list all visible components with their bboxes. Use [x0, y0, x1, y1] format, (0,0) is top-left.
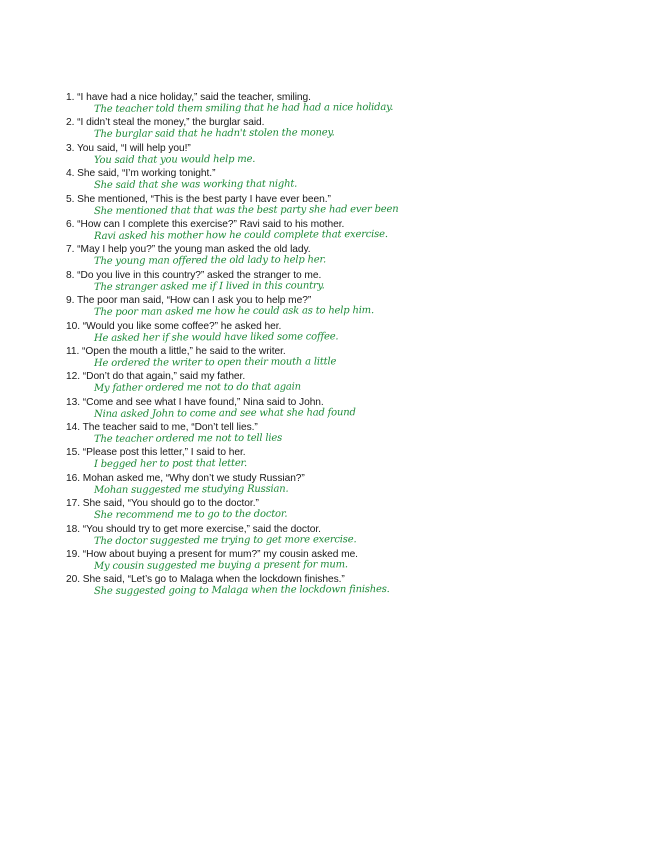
question-text: 16. Mohan asked me, “Why don’t we study Russian?”	[66, 472, 305, 484]
exercise-item	[66, 295, 626, 320]
exercise-item	[66, 219, 626, 244]
handwritten-answer: Mohan suggested me studying Russian.	[93, 483, 289, 496]
exercise-item	[66, 168, 626, 193]
handwritten-answer: The burglar said that he hadn't stolen the money.	[93, 127, 335, 141]
handwritten-answer: She mentioned that that was the best party she had ever been	[93, 203, 399, 217]
handwritten-answer: The stranger asked me if I lived in this country.	[93, 280, 325, 293]
exercise-item	[66, 524, 626, 549]
question-text: 20. She said, “Let’s go to Malaga when the lockdown finishes.”	[66, 574, 345, 586]
exercise-item	[66, 447, 626, 472]
question-text: 18. “You should try to get more exercise,” said the doctor.	[66, 523, 321, 535]
handwritten-answer: He ordered the writer to open their mouth a little	[93, 356, 337, 369]
exercise-item	[66, 117, 626, 142]
exercise-item	[66, 422, 626, 447]
question-text: 5. She mentioned, “This is the best party I have ever been.”	[66, 193, 331, 205]
handwritten-answer: He asked her if she would have liked some coffee.	[93, 330, 339, 344]
exercise-item	[66, 321, 626, 346]
question-text: 14. The teacher said to me, “Don’t tell lies.”	[66, 422, 258, 434]
handwritten-answer: The teacher ordered me not to tell lies	[93, 432, 283, 446]
handwritten-answer: Ravi asked his mother how he could complete that exercise.	[93, 228, 388, 242]
question-text: 1. “I have had a nice holiday,” said the teacher, smiling.	[66, 92, 311, 103]
question-text: 17. She said, “You should go to the doctor.”	[66, 498, 259, 510]
handwritten-answer: You said that you would help me.	[93, 153, 256, 166]
handwritten-answer: The doctor suggested me trying to get more exercise.	[93, 533, 357, 547]
exercise-item	[66, 270, 626, 295]
question-text: 3. You said, “I will help you!”	[66, 142, 191, 154]
handwritten-answer: She suggested going to Malaga when the lockdown finishes.	[93, 584, 390, 598]
question-text: 4. She said, “I’m working tonight.”	[66, 168, 216, 180]
handwritten-answer: The poor man asked me how he could ask as to help him.	[93, 305, 374, 319]
exercise-item	[66, 574, 626, 599]
question-text: 7. “May I help you?” the young man asked the old lady.	[66, 244, 311, 256]
handwritten-answer: The young man offered the old lady to help her.	[93, 254, 326, 268]
exercise-item	[66, 498, 626, 523]
question-text: 12. “Don’t do that again,” said my father.	[66, 371, 246, 383]
exercise-item	[66, 92, 626, 117]
exercise-item	[66, 143, 626, 168]
exercise-item	[66, 549, 626, 574]
question-text: 19. “How about buying a present for mum?” my cousin asked me.	[66, 549, 358, 561]
question-text: 9. The poor man said, “How can I ask you to help me?”	[66, 295, 312, 307]
handwritten-answer: Nina asked John to come and see what she had found	[93, 406, 356, 420]
question-text: 11. “Open the mouth a little,” he said to the writer.	[66, 345, 286, 357]
handwritten-answer: She recommend me to go to the doctor.	[93, 508, 288, 522]
exercise-item	[66, 194, 626, 219]
handwritten-answer: The teacher told them smiling that he had had a nice holiday.	[93, 101, 394, 115]
handwritten-answer: She said that she was working that night.	[93, 178, 298, 192]
exercise-list	[66, 92, 626, 600]
handwritten-answer: I begged her to post that letter.	[93, 458, 248, 471]
question-text: 6. “How can I complete this exercise?” Ravi said to his mother.	[66, 218, 345, 230]
exercise-item	[66, 244, 626, 269]
question-text: 13. “Come and see what I have found,” Nina said to John.	[66, 396, 324, 408]
question-text: 2. “I didn’t steal the money,” the burglar said.	[66, 117, 265, 129]
exercise-item	[66, 371, 626, 396]
exercise-item	[66, 473, 626, 498]
handwritten-answer: My cousin suggested me buying a present for mum.	[93, 559, 348, 573]
question-text: 15. “Please post this letter,” I said to her.	[66, 447, 246, 459]
exercise-item	[66, 397, 626, 422]
exercise-item	[66, 346, 626, 371]
question-text: 10. “Would you like some coffee?” he asked her.	[66, 320, 282, 332]
handwritten-answer: My father ordered me not to do that again	[93, 381, 301, 395]
question-text: 8. “Do you live in this country?” asked the stranger to me.	[66, 269, 322, 281]
